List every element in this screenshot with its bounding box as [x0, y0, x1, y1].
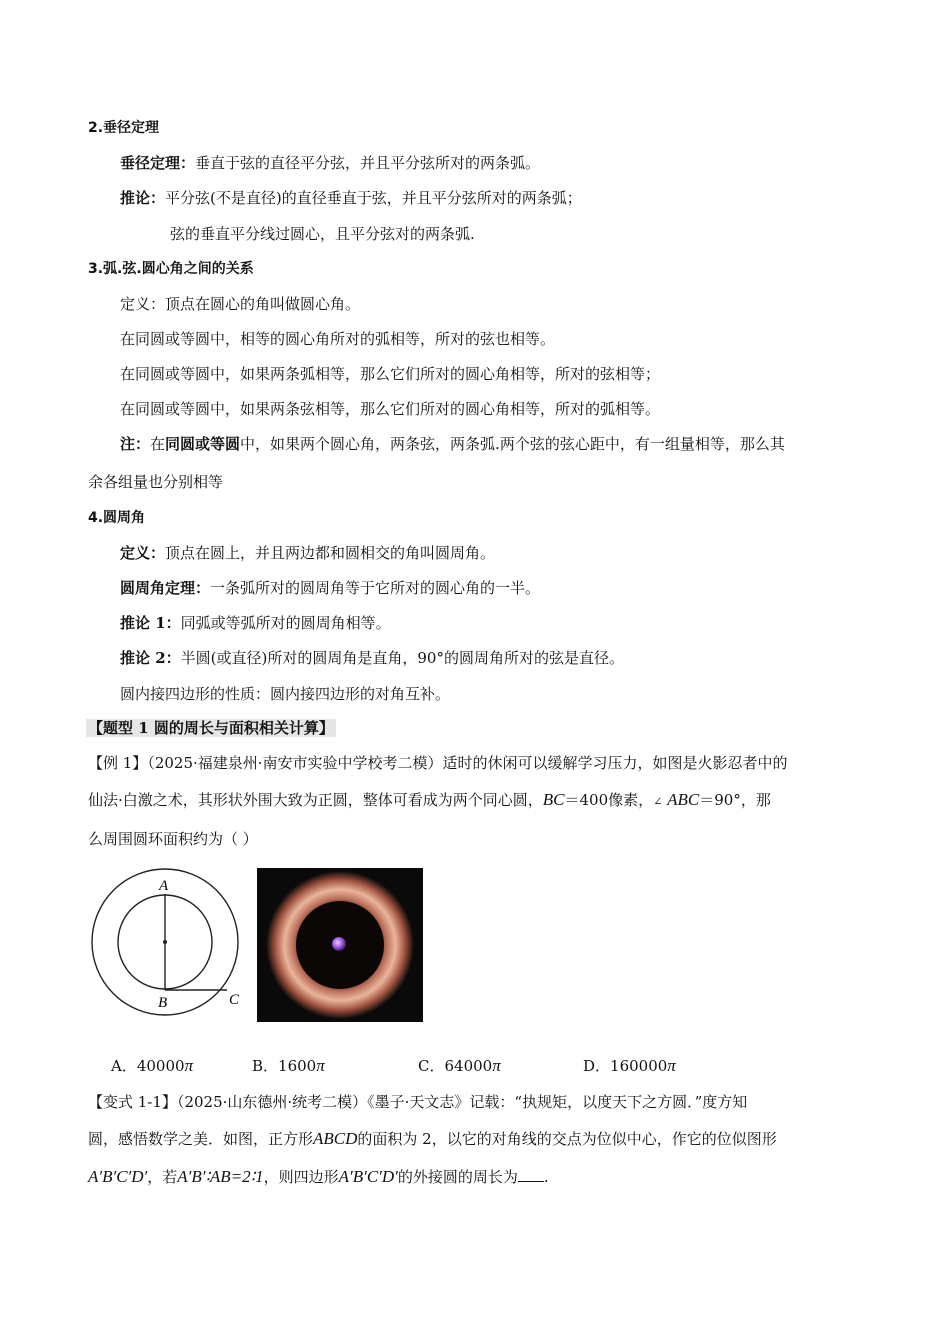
abc-symbol: ABC	[667, 790, 700, 809]
photo-center-orb	[332, 937, 346, 951]
ratio-text: ∶AB=2∶1	[205, 1167, 264, 1186]
s2-corollary	[120, 188, 582, 208]
s4-c2-text: 半圆(或直径)所对的圆周角是直角，90°的圆周角所对的弦是直径。	[180, 649, 624, 667]
example-1-line-1	[88, 753, 788, 773]
s4-definition	[120, 543, 495, 563]
s4-quadrilateral: 圆内接四边形的性质：圆内接四边形的对角互补。	[120, 685, 451, 703]
s2-theorem-text: 垂直于弦的直径平分弦，并且平分弦所对的两条弧。	[195, 154, 541, 172]
example-1-text-1: （2025·福建泉州·南安市实验中学校考二模）适时的休闲可以缓解学习压力，如图是火影忍者中的	[147, 754, 788, 772]
option-a-key: A．	[111, 1057, 137, 1075]
s2-theorem-label: 垂径定理：	[120, 154, 196, 172]
s3-note-pre: 在	[150, 435, 166, 453]
prime-figure-symbol: A′B′C′D′	[88, 1167, 148, 1186]
concentric-circles-diagram	[86, 866, 248, 1016]
option-c-key: C．	[418, 1057, 445, 1075]
s4-corollary-2	[120, 648, 624, 668]
answer-blank[interactable]	[518, 1167, 544, 1182]
label-c: C	[229, 992, 240, 1008]
option-a-pi: π	[184, 1056, 194, 1075]
label-b: B	[158, 995, 168, 1011]
option-d-pi: π	[667, 1056, 676, 1075]
s2-corollary-text1: 平分弦(不是直径)的直径垂直于弦，并且平分弦所对的两条弧；	[165, 189, 582, 207]
section-4-title: 4.圆周角	[88, 510, 146, 526]
s4-c1-label: 推论 1：	[120, 614, 181, 632]
s3-note-bold: 同圆或等圆	[165, 435, 241, 453]
s3-definition: 定义：顶点在圆心的角叫做圆心角。	[120, 295, 361, 313]
bc-symbol: BC	[542, 790, 565, 809]
option-c[interactable]	[418, 1056, 501, 1076]
variant-1-1-line-2	[88, 1129, 777, 1149]
angle-equation: ＝90°，那	[699, 791, 771, 809]
section-2-title: 2.垂径定理	[88, 120, 160, 136]
variant-1-1-line-3	[88, 1167, 549, 1187]
s4-def-label: 定义：	[120, 544, 166, 562]
angle-symbol: ∠	[653, 795, 663, 808]
option-a[interactable]	[111, 1056, 193, 1076]
prime-ab-symbol: A′B′	[177, 1167, 206, 1186]
s3-note-label: 注：	[120, 435, 151, 453]
variant-end: .	[543, 1168, 549, 1186]
section-3-title: 3.弧.弦.圆心角之间的关系	[88, 261, 254, 277]
s2-theorem	[120, 153, 540, 173]
option-b-num: 1600	[278, 1057, 317, 1075]
prime-figure-symbol-2: A′B′C′D′	[338, 1167, 398, 1186]
s4-c1-text: 同弧或等弧所对的圆周角相等。	[180, 614, 391, 632]
ring-photo	[257, 868, 423, 1022]
example-1-line-2	[88, 790, 771, 812]
option-d-key: D．	[583, 1057, 611, 1075]
s3-line-3: 在同圆或等圆中，如果两条弦相等，那么它们所对的圆心角相等，所对的弧相等。	[120, 400, 661, 418]
variant-text-3a: ，若	[147, 1168, 178, 1186]
option-b-key: B．	[252, 1057, 279, 1075]
variant-1-1-line-1	[88, 1092, 747, 1112]
example-1-line-3: 么周围圆环面积约为（ ）	[88, 830, 258, 848]
s4-corollary-1	[120, 613, 391, 633]
option-d[interactable]	[583, 1056, 676, 1076]
s3-note-continued: 余各组量也分别相等	[88, 473, 224, 491]
center-point	[163, 940, 167, 944]
variant-text-2-post: 的面积为 2，以它的对角线的交点为位似中心，作它的位似图形	[357, 1130, 777, 1148]
option-b-pi: π	[316, 1056, 325, 1075]
s4-theorem	[120, 578, 540, 598]
option-d-num: 160000	[610, 1057, 668, 1075]
s3-note	[120, 434, 785, 454]
example-1-label: 【例 1】	[88, 754, 148, 772]
s4-c2-label: 推论 2：	[120, 649, 181, 667]
s2-corollary-label: 推论：	[120, 189, 166, 207]
variant-label: 【变式 1-1】	[88, 1093, 177, 1111]
bc-equation: ＝400像素，	[564, 791, 654, 809]
variant-text-2-pre: 圆，感悟数学之美．如图，正方形	[88, 1130, 314, 1148]
variant-text-3c: 的外接圆的周长为	[397, 1168, 518, 1186]
option-a-num: 40000	[136, 1057, 185, 1075]
s4-def-text: 顶点在圆上，并且两边都和圆相交的角叫圆周角。	[165, 544, 496, 562]
s4-thm-label: 圆周角定理：	[120, 579, 211, 597]
s2-corollary-text2: 弦的垂直平分线过圆心，且平分弦对的两条弧.	[170, 225, 475, 243]
s3-line-1: 在同圆或等圆中，相等的圆心角所对的弧相等，所对的弦也相等。	[120, 330, 556, 348]
type-1-banner-text: 【题型 1 圆的周长与面积相关计算】	[88, 719, 334, 737]
type-1-banner	[86, 718, 336, 738]
variant-text-3b: ，则四边形	[263, 1168, 339, 1186]
s3-note-post: 中，如果两个圆心角，两条弦，两条弧.两个弦的弦心距中，有一组量相等，那么其	[240, 435, 785, 453]
s4-thm-text: 一条弧所对的圆周角等于它所对的圆心角的一半。	[210, 579, 541, 597]
label-a: A	[159, 878, 169, 894]
abcd-symbol: ABCD	[313, 1129, 358, 1148]
option-b[interactable]	[252, 1056, 325, 1076]
variant-text-1: （2025·山东德州·统考二模）《墨子·天文志》记载：“执规矩，以度天下之方圆．”度方知	[176, 1093, 748, 1111]
option-c-num: 64000	[444, 1057, 493, 1075]
s3-line-2: 在同圆或等圆中，如果两条弧相等，那么它们所对的圆心角相等，所对的弦相等；	[120, 365, 661, 383]
option-c-pi: π	[492, 1056, 501, 1075]
example-1-text-2: 仙法·白激之术，其形状外围大致为正圆，整体可看成为两个同心圆，	[88, 791, 543, 809]
